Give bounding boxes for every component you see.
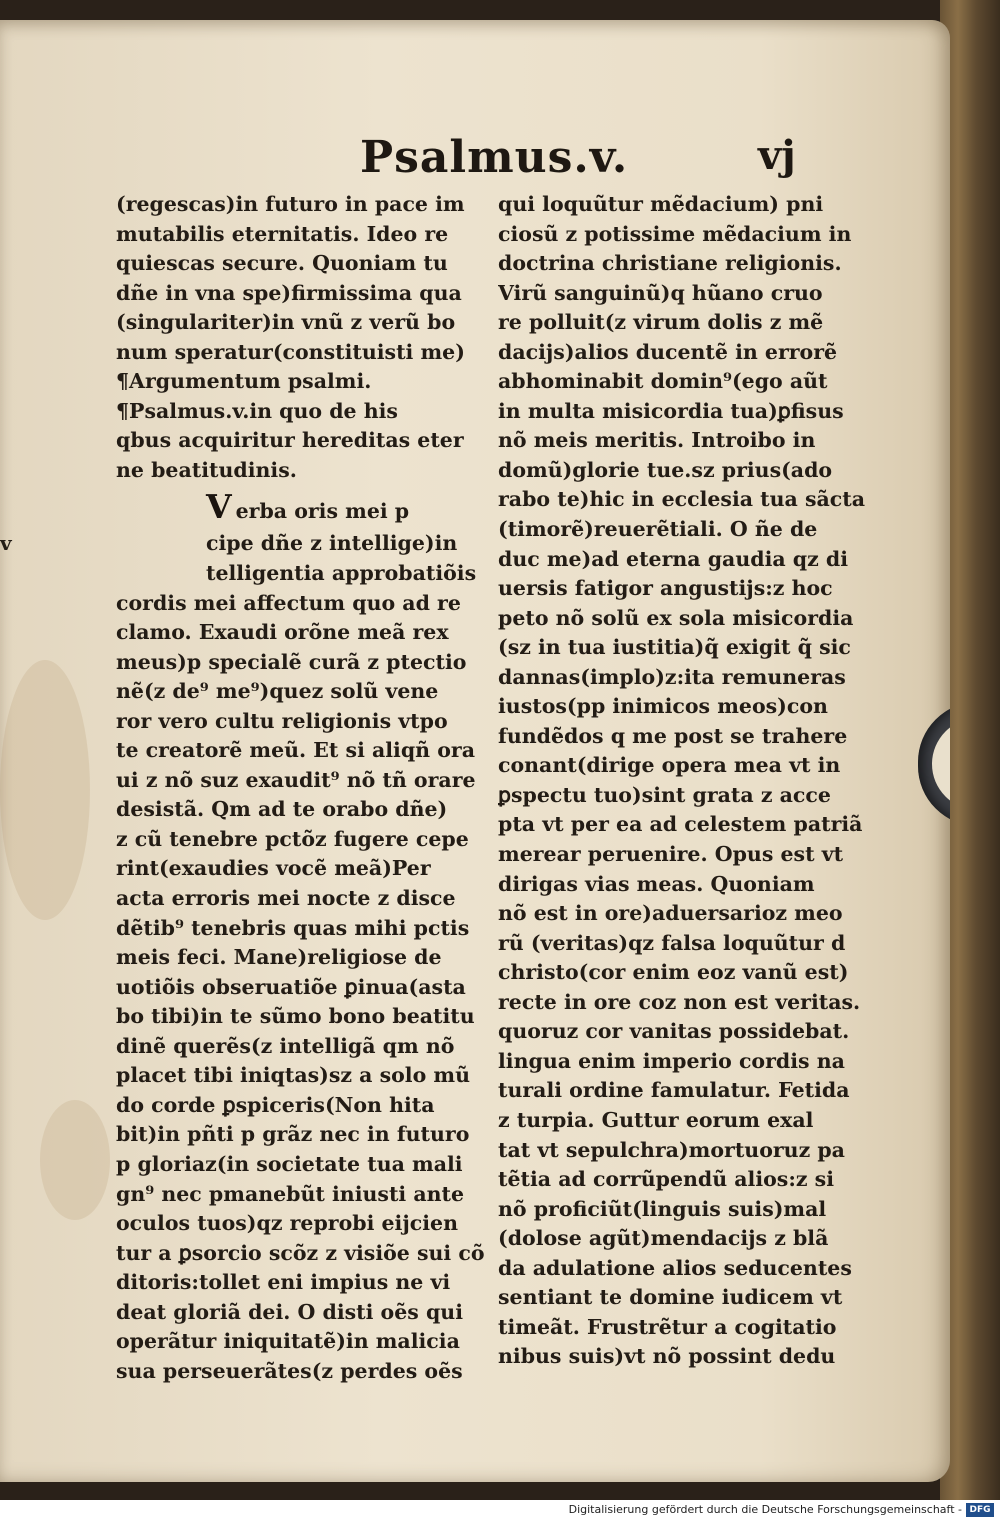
text-line: dinẽ querẽs(z intelligã qm nõ (116, 1033, 455, 1058)
text-line: tẽtia ad corrũpendũ alios:z si (498, 1167, 835, 1192)
text-line: operãtur iniquitatẽ)in malicia (116, 1329, 460, 1354)
text-line: z turpia. Guttur eorum exal (498, 1107, 814, 1132)
text-line: rint(exaudies vocẽ meã)Per (116, 856, 431, 881)
initial-line (116, 485, 488, 529)
text-line: quiescas secure. Quoniam tu (116, 251, 448, 276)
text-line: peto nõ solũ ex sola misicordia (498, 605, 854, 630)
text-line: uotiõis obseruatiõe ꝑinua(asta (116, 974, 466, 999)
text-line: conant(dirige opera mea vt in (498, 753, 841, 778)
text-line: acta erroris mei nocte z disce (116, 886, 456, 911)
text-line: z cũ tenebre pctõz fugere cepe (116, 826, 469, 851)
text-line: merear peruenire. Opus est vt (498, 842, 844, 867)
text-line: in multa misicordia tua)ꝑfisus (498, 398, 844, 423)
clip-inner (932, 718, 950, 810)
text-line: uersis fatigor angustijs:z hoc (498, 576, 833, 601)
text-line: re polluit(z virum dolis z mẽ (498, 310, 824, 335)
text-line: bit)in pñti p grãz nec in futuro (116, 1122, 470, 1147)
text-line: (sz in tua iustitia)q̃ exigit q̃ sic (498, 635, 851, 660)
text-line: recte in ore coz non est veritas. (498, 989, 861, 1014)
text-line: qui loquũtur mẽdacium) pni (498, 192, 824, 216)
text-line: do corde ꝑspiceris(Non hita (116, 1092, 435, 1117)
text-line: nõ proficiũt(linguis suis)mal (498, 1196, 827, 1221)
text-line: mutabilis eternitatis. Ideo re (116, 221, 449, 246)
text-line: clamo. Exaudi orõne meã rex (116, 620, 449, 645)
left-body-lines (116, 589, 488, 1387)
text-line: cordis mei affectum quo ad re (116, 590, 461, 615)
dfg-logo: DFG (966, 1503, 994, 1517)
text-line: (regescas)in futuro in pace im (116, 192, 465, 216)
text-line: sua perseuerãtes(z perdes oẽs (116, 1358, 463, 1383)
text-line: christo(cor enim eoz vanũ est) (498, 960, 849, 985)
text-line: pta vt per ea ad celestem patriã (498, 812, 863, 837)
text-line: nibus suis)vt nõ possint dedu (498, 1344, 836, 1369)
verse-marker: v (0, 531, 12, 556)
text-line: qbus acquiritur hereditas eter (116, 428, 464, 453)
text-line: ditoris:tollet eni impius ne vi (116, 1270, 451, 1295)
right-body-lines (498, 190, 878, 1372)
indented-block (0, 529, 488, 588)
folio-number: vj (758, 132, 796, 179)
text-line: cipe dñe z intellige)in (206, 531, 458, 556)
text-line: (dolose agũt)mendacijs z blã (498, 1226, 829, 1251)
text-line: Virũ sanguinũ)q hũano cruo (498, 280, 823, 305)
stain (0, 660, 90, 920)
text-line: da adulatione alios seducentes (498, 1255, 852, 1280)
text-line: nõ meis meritis. Introibo in (498, 428, 816, 453)
initial-letter: V (206, 487, 232, 527)
footer-credit: Digitalisierung gefördert durch die Deutsche Forschungsgemeinschaft - (568, 1503, 962, 1516)
right-column (498, 190, 878, 1372)
text-line: rabo te)hic in ecclesia tua sãcta (498, 487, 866, 512)
text-line: lingua enim imperio cordis na (498, 1048, 845, 1073)
text-line: (timorẽ)reuerẽtiali. O ñe de (498, 517, 818, 542)
running-title: Psalmus.v. (360, 132, 629, 183)
text-line: fundẽdos q me post se trahere (498, 723, 848, 748)
text-line: dẽtib⁹ tenebris quas mihi pctis (116, 915, 470, 940)
text-line: ror vero cultu religionis vtpo (116, 708, 448, 733)
page-clip (918, 702, 950, 826)
text-line: meis feci. Mane)religiose de (116, 945, 442, 970)
text-line: oculos tuos)qz reprobi eijcien (116, 1211, 458, 1236)
text-line: ui z nõ suz exaudit⁹ nõ tñ orare (116, 767, 476, 792)
text-line: ꝑspectu tuo)sint grata z acce (498, 782, 831, 807)
left-intro-lines (116, 190, 488, 485)
text-line: nõ est in ore)aduersarioz meo (498, 901, 843, 926)
text-line: num speratur(constituisti me) (116, 339, 465, 364)
text-line: meus)p specialẽ curã z ptectio (116, 649, 467, 674)
book-page (0, 20, 950, 1482)
text-line: dannas(implo)z:ita remuneras (498, 664, 846, 689)
text-line: (singulariter)in vnũ z verũ bo (116, 310, 456, 335)
text-line: quoruz cor vanitas possidebat. (498, 1019, 850, 1044)
text-line: timeãt. Frustrẽtur a cogitatio (498, 1314, 837, 1339)
text-line: ¶Psalmus.v.in quo de his (116, 398, 398, 423)
left-column (0, 190, 488, 1386)
text-line: iustos(pp inimicos meos)con (498, 694, 828, 719)
text-line: tat vt sepulchra)mortuoruz pa (498, 1137, 845, 1162)
text-line: duc me)ad eterna gaudia qz di (498, 546, 849, 571)
text-line: tur a ꝑsorcio scõz z visiõe sui cõ (116, 1240, 485, 1265)
stain (40, 1100, 110, 1220)
text-line: ciosũ z potissime mẽdacium in (498, 221, 852, 246)
text-line: rũ (veritas)qz falsa loquũtur d (498, 930, 846, 955)
text-line: deat gloriã dei. O disti oẽs qui (116, 1299, 463, 1324)
text-line: gn⁹ nec pmanebũt iniusti ante (116, 1181, 465, 1206)
text-line: te creatorẽ meũ. Et si aliqñ ora (116, 738, 475, 763)
text-line: placet tibi iniqtas)sz a solo mũ (116, 1063, 471, 1088)
indented-lines (116, 529, 488, 588)
text-line: dacijs)alios ducentẽ in errorẽ (498, 339, 838, 364)
text-line: doctrina christiane religionis. (498, 251, 842, 276)
text-line: desistã. Qm ad te orabo dñe) (116, 797, 448, 822)
text-line: nẽ(z de⁹ me⁹)quez solũ vene (116, 679, 439, 704)
text-line: abhominabit domin⁹(ego aũt (498, 369, 828, 394)
text-line: bo tibi)in te sũmo bono beatitu (116, 1004, 475, 1029)
text-line: ne beatitudinis. (116, 457, 297, 482)
initial-line-text: erba oris mei p (235, 499, 410, 524)
text-line: dirigas vias meas. Quoniam (498, 871, 815, 896)
text-line: ¶Argumentum psalmi. (116, 369, 372, 394)
text-line: domũ)glorie tue.sz prius(ado (498, 457, 833, 482)
page-header (360, 132, 920, 192)
text-line: telligentia approbatiõis (206, 561, 477, 586)
text-line: sentiant te domine iudicem vt (498, 1285, 843, 1310)
text-line: turali ordine famulatur. Fetida (498, 1078, 850, 1103)
text-line: p gloriaz(in societate tua mali (116, 1151, 463, 1176)
text-line: dñe in vna spe)firmissima qua (116, 280, 462, 305)
footer-bar (0, 1500, 1000, 1521)
